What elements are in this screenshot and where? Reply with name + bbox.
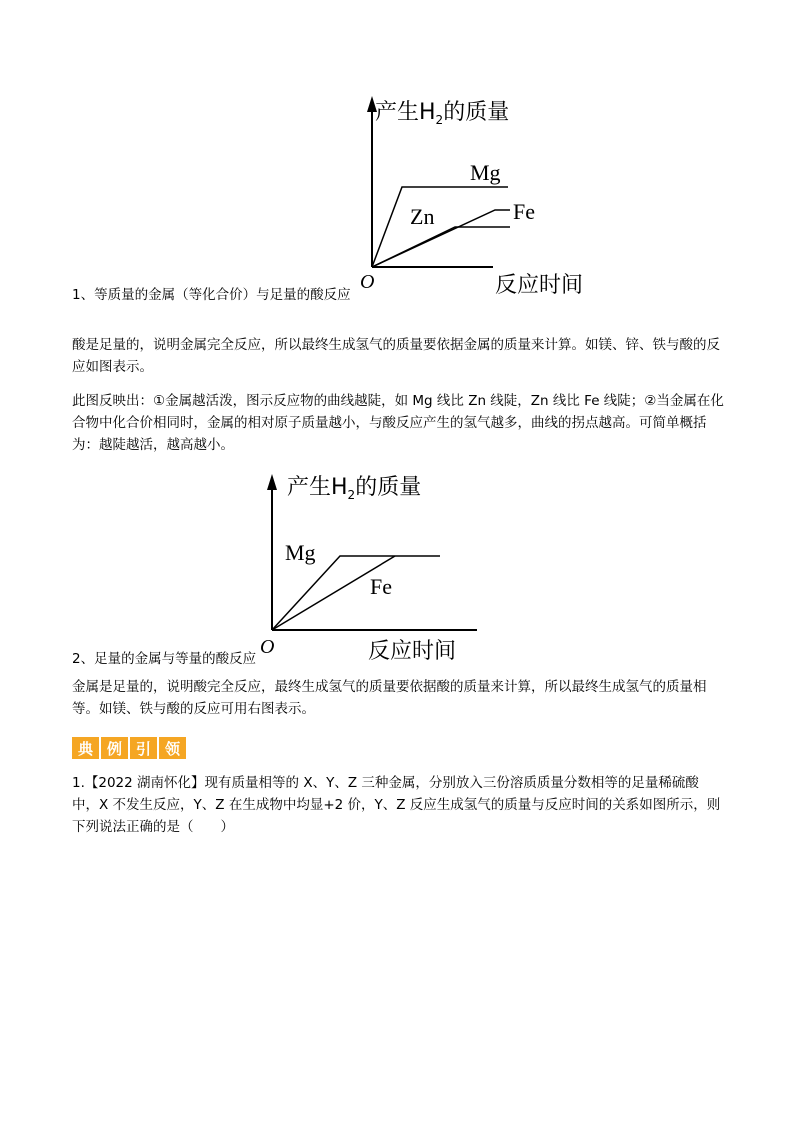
origin-label: O [360,271,375,293]
figure-2-chart [255,470,505,670]
section-2-paragraph: 金属是足量的，说明酸完全反应，最终生成氢气的质量要依据酸的质量来计算，所以最终生成氢气的质量相等。如镁、铁与酸的反应可用右图表示。 [72,679,707,717]
example-header-badges [72,737,186,759]
series-line-fe [372,210,510,267]
y-axis-arrow-icon [267,474,277,490]
section-1-title: 1、等质量的金属（等化合价）与足量的酸反应 [72,287,351,303]
badge-char: 领 [159,737,186,759]
section-1-paragraph-1: 酸是足量的，说明金属完全反应，所以最终生成氢气的质量要依据金属的质量来计算。如镁、锌、铁与酸的反应如图表示。 [72,337,720,375]
series-label-fe: Fe [370,574,392,599]
x-axis-label: 反应时间 [495,273,584,298]
series-line-zn [372,227,510,267]
y-axis-label: 产生$H_2$的质量 [287,475,422,502]
section-1-paragraph-2: 此图反映出：①金属越活泼，图示反应物的曲线越陡，如 Mg 线比 Zn 线陡，Zn 线比 Fe 线陡；②当金属在化合物中化合价相同时，金属的相对原子质量越小，与酸反应产生的氢气越多，曲线的拐点越高。可简单概括为：越陡越活，越高越小。 [72,393,724,453]
question-1: 1.【2022 湖南怀化】现有质量相等的 X、Y、Z 三种金属，分别放入三份溶质质量分数相等的足量稀硫酸中，X 不发生反应，Y、Z 在生成物中均显+2 价，Y、Z 反应生成氢气的质量与反应时间的关系如图所示，则下列说法正确的是（ ） [72,775,721,835]
origin-label: O [260,636,275,658]
series-label-fe: Fe [513,199,535,224]
series-label-mg: Mg [470,160,501,185]
badge-char: 典 [72,737,99,759]
series-label-zn: Zn [410,204,435,229]
badge-char: 例 [101,737,128,759]
badge-char: 引 [130,737,157,759]
series-line-mg [272,556,440,630]
section-2-title: 2、足量的金属与等量的酸反应 [72,651,257,667]
x-axis-label: 反应时间 [368,639,457,664]
y-axis-label: 产生$H_2$的质量 [375,100,510,127]
figure-1-chart [355,92,615,302]
series-label-mg: Mg [285,540,316,565]
